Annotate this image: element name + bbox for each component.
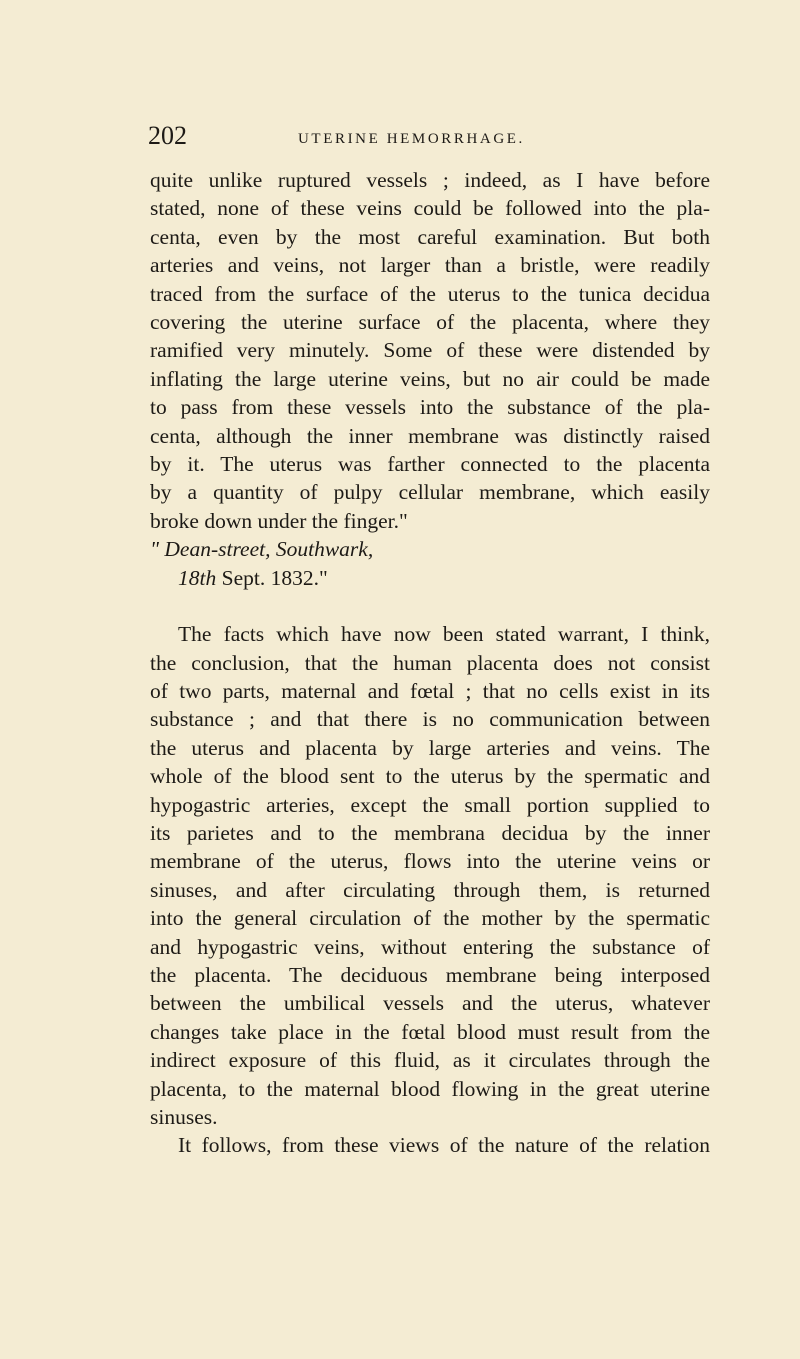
body-text (150, 166, 710, 1160)
running-title: UTERINE HEMORRHAGE. (298, 131, 525, 147)
text-line: traced from the surface of the uterus to the tunica decidua (150, 281, 710, 306)
text-line: whole of the blood sent to the uterus by the spermatic and (150, 764, 710, 789)
paragraph-continued (150, 166, 710, 535)
text-line: by it. The uterus was farther connected to the placenta (150, 452, 710, 477)
text-line: quite unlike ruptured vessels ; indeed, as I have before (150, 168, 710, 192)
text-line: to pass from these vessels into the substance of the pla- (150, 395, 710, 420)
text-line: indirect exposure of this fluid, as it circulates through the (150, 1048, 710, 1073)
text-line: ramified very minutely. Some of these were distended by (150, 338, 710, 363)
signature-date (150, 564, 710, 592)
text-line: broke down under the finger." (150, 508, 408, 533)
paragraph-gap (150, 592, 710, 620)
text-line: arteries and veins, not larger than a bristle, were readily (150, 253, 710, 278)
paragraph-next (150, 1131, 710, 1159)
text-line: hypogastric arteries, except the small portion supplied to (150, 792, 710, 817)
text-line: the uterus and placenta by large arteries and veins. The (150, 735, 710, 760)
text-line: sinuses, and after circulating through them, is returned (150, 877, 710, 902)
page-number: 202 (148, 121, 187, 150)
text-line: The facts which have now been stated warrant, I think, (178, 622, 710, 647)
text-line: inflating the large uterine veins, but no air could be made (150, 366, 710, 391)
signature-date-rest: Sept. 1832." (216, 565, 328, 590)
text-line: covering the uterine surface of the placenta, where they (150, 310, 710, 335)
text-line: by a quantity of pulpy cellular membrane, which easily (150, 480, 710, 505)
signature-date-ordinal: 18th (178, 565, 217, 590)
text-line: centa, even by the most careful examination. But both (150, 224, 710, 249)
text-line: changes take place in the fœtal blood must result from the (150, 1019, 710, 1044)
text-line: into the general circulation of the mother by the spermatic (150, 906, 710, 931)
text-line: of two parts, maternal and fœtal ; that no cells exist in its (150, 678, 710, 703)
text-line: placenta, to the maternal blood flowing in the great uterine (150, 1076, 710, 1101)
text-line: its parietes and to the membrana decidua by the inner (150, 820, 710, 845)
text-line: sinuses. (150, 1105, 218, 1129)
text-line: stated, none of these veins could be followed into the pla- (150, 196, 710, 221)
text-line: centa, although the inner membrane was distinctly raised (150, 423, 710, 448)
text-line: between the umbilical vessels and the uterus, whatever (150, 991, 710, 1016)
running-header (148, 116, 708, 156)
text-line: the placenta. The deciduous membrane being interposed (150, 962, 710, 987)
paragraph-main (150, 620, 710, 1131)
signature-address: " Dean-street, Southwark, (150, 537, 374, 562)
text-line: It follows, from these views of the nature of the relation (178, 1133, 710, 1158)
text-line: substance ; and that there is no communication between (150, 707, 710, 732)
text-line: the conclusion, that the human placenta does not consist (150, 650, 710, 675)
letter-signature (150, 535, 710, 592)
text-line: and hypogastric veins, without entering the substance of (150, 934, 710, 959)
text-line: membrane of the uterus, flows into the uterine veins or (150, 849, 710, 874)
